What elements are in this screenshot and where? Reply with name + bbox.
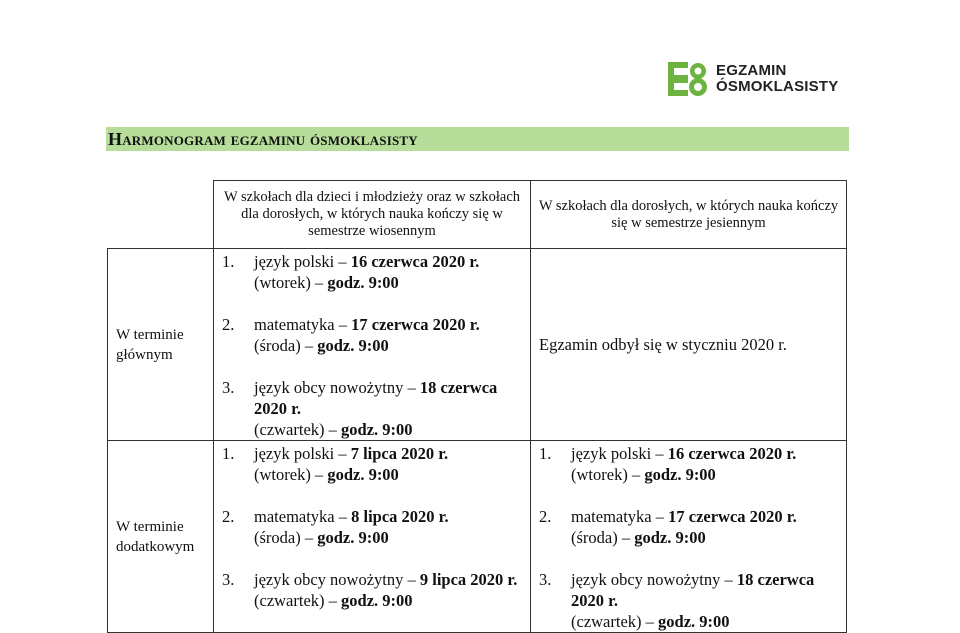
e8-logo xyxy=(668,62,838,96)
item-number: 3. xyxy=(539,570,552,589)
header-cell-spring: W szkołach dla dzieci i młodzieży oraz w szkołach dla dorosłych, w których nauka kończy się w semestrze wiosennym xyxy=(214,181,531,249)
item-text: język polski – 16 czerwca 2020 r. (wtorek) – godz. 9:00 xyxy=(571,444,797,484)
item-text: język obcy nowożytny – 18 czerwca 2020 r. (czwartek) – godz. 9:00 xyxy=(571,570,815,631)
item-text: matematyka – 8 lipca 2020 r. (środa) – godz. 9:00 xyxy=(254,507,449,547)
header-cell-autumn: W szkołach dla dorosłych, w których nauka kończy się w semestrze jesiennym xyxy=(531,181,847,249)
row-label-extra: W terminie dodatkowym xyxy=(108,441,214,633)
list-item xyxy=(214,377,530,440)
item-text: matematyka – 17 czerwca 2020 r. (środa) – godz. 9:00 xyxy=(254,315,480,355)
item-number: 1. xyxy=(222,444,235,463)
item-text: język polski – 7 lipca 2020 r. (wtorek) – godz. 9:00 xyxy=(254,444,449,484)
cell-extra-autumn xyxy=(531,441,847,633)
item-number: 2. xyxy=(222,507,235,526)
list-item xyxy=(531,569,846,632)
item-number: 2. xyxy=(222,315,235,334)
title-bar xyxy=(106,127,849,151)
list-item xyxy=(214,569,530,611)
cell-main-spring xyxy=(214,249,531,441)
list-item xyxy=(531,443,846,485)
table-row-extra xyxy=(108,441,847,633)
cell-main-autumn: Egzamin odbył się w styczniu 2020 r. xyxy=(531,249,847,441)
item-number: 2. xyxy=(539,507,552,526)
item-text: język obcy nowożytny – 18 czerwca 2020 r. (czwartek) – godz. 9:00 xyxy=(254,378,498,439)
e8-logo-icon xyxy=(668,62,710,96)
item-text: język polski – 16 czerwca 2020 r. (wtorek) – godz. 9:00 xyxy=(254,252,480,292)
item-number: 3. xyxy=(222,378,235,397)
list-item xyxy=(214,443,530,485)
list-item xyxy=(214,506,530,548)
item-number: 1. xyxy=(222,252,235,271)
list-item xyxy=(531,506,846,548)
schedule-table xyxy=(107,180,847,633)
corner-cell xyxy=(108,181,214,249)
table-row-main xyxy=(108,249,847,441)
item-text: matematyka – 17 czerwca 2020 r. (środa) – godz. 9:00 xyxy=(571,507,797,547)
logo-wordmark xyxy=(716,63,838,95)
list-item xyxy=(214,314,530,356)
logo-line-1: EGZAMIN xyxy=(716,62,787,79)
row-label-main: W terminie głównym xyxy=(108,249,214,441)
page-title: Harmonogram egzaminu ósmoklasisty xyxy=(108,129,418,149)
item-number: 1. xyxy=(539,444,552,463)
logo-line-2: ÓSMOKLASISTY xyxy=(716,78,839,95)
cell-extra-spring xyxy=(214,441,531,633)
item-text: język obcy nowożytny – 9 lipca 2020 r. (czwartek) – godz. 9:00 xyxy=(254,570,518,610)
list-item xyxy=(214,251,530,293)
item-number: 3. xyxy=(222,570,235,589)
table-header-row xyxy=(108,181,847,249)
